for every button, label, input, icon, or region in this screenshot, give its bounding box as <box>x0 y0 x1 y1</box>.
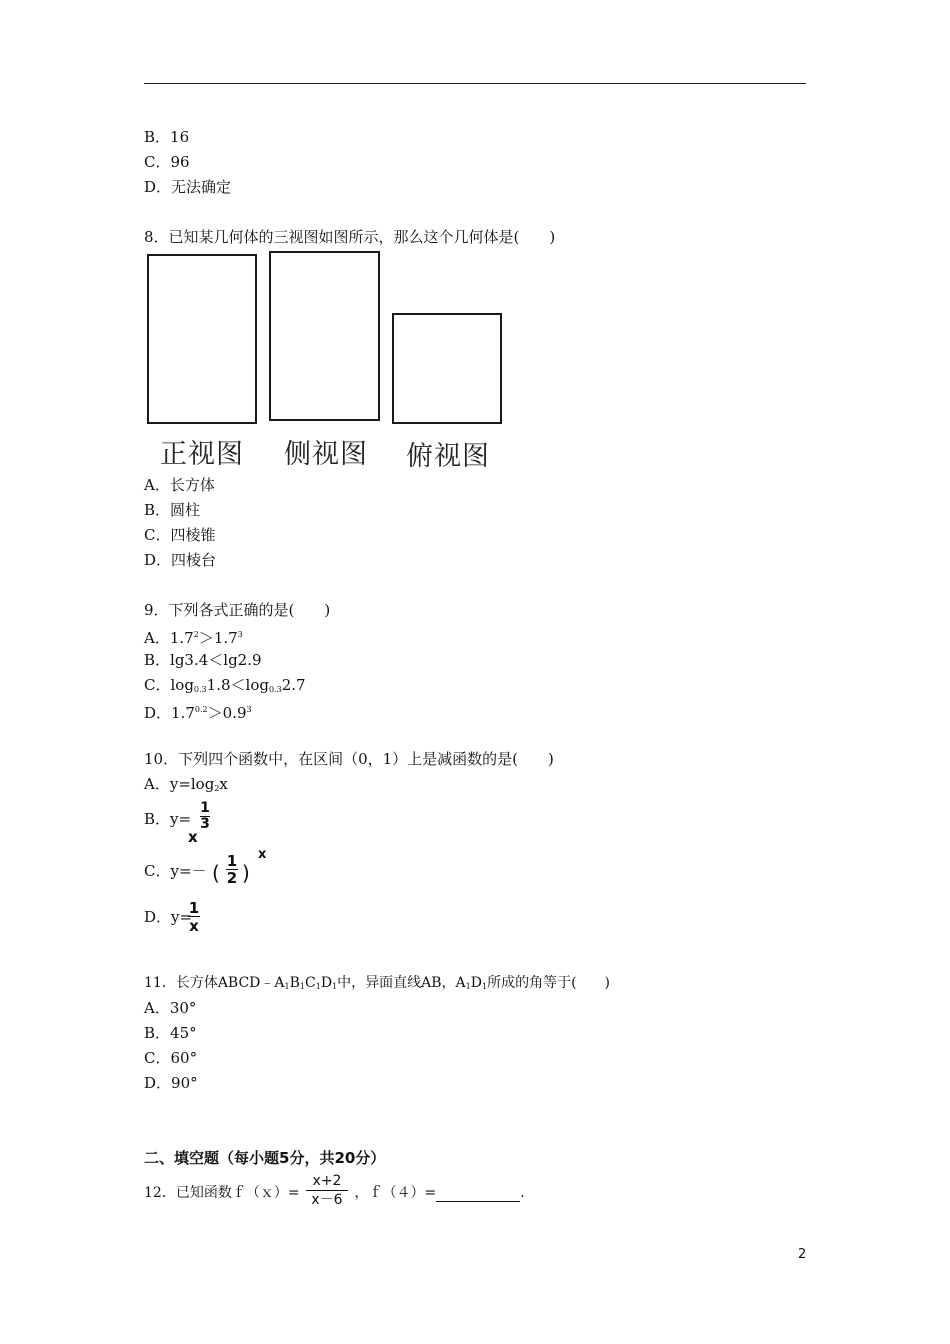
q10-option-b: B．y= <box>144 810 192 828</box>
q8-stem: 8．已知某几何体的三视图如图所示，那么这个几何体是( ) <box>144 228 556 246</box>
page-number: 2 <box>798 1247 807 1262</box>
q9-option-b: B．lg3.4＜lg2.9 <box>144 651 262 669</box>
q7-option-c: C．96 <box>144 153 190 171</box>
q11-option-b: B．45° <box>144 1024 197 1042</box>
side-view-label: 侧视图 <box>284 439 368 470</box>
q9-option-a: A．$1.7^2>1.7^3$ <box>144 629 243 647</box>
q11-option-a: A．30° <box>144 999 197 1017</box>
q10-option-d: D．y= <box>144 908 193 926</box>
top-view-rect <box>392 313 502 424</box>
section-2-heading: 二、填空题（每小题5分，共20分） <box>144 1149 386 1167</box>
q9-stem: 9．下列各式正确的是( ) <box>144 601 331 619</box>
q8-option-b: B．圆柱 <box>144 501 201 519</box>
q11-option-c: C．60° <box>144 1049 198 1067</box>
q10-option-a: A．$y=\log_2x$ <box>144 775 228 793</box>
q11-option-d: D．90° <box>144 1074 198 1092</box>
q11-stem: 11．长方体$ABCD﹣A_1B_1C_1D_1$中，异面直线AB，$A_1D_1$所成的角等于( ) <box>144 975 611 991</box>
q12-fraction: x+2 x－6 <box>306 1173 348 1210</box>
q8-option-c: C．四棱锥 <box>144 526 216 544</box>
side-view-rect <box>269 251 380 421</box>
top-view-label: 俯视图 <box>406 441 490 472</box>
q9-option-c: C．$\log_{0.3}1.8<\log_{0.3}2.7$ <box>144 676 306 694</box>
q10-stem: 10．下列四个函数中，在区间（0，1）上是减函数的是( ) <box>144 750 554 768</box>
q7-option-d: D．无法确定 <box>144 178 232 196</box>
q8-option-a: A．长方体 <box>144 476 215 494</box>
q7-option-b: B．16 <box>144 128 190 146</box>
q10-d-fraction: 1 x <box>188 899 200 935</box>
front-view-rect <box>147 254 257 424</box>
q12-stem: 12．已知函数ｆ（ｘ）= ，ｆ（４）= . <box>144 1185 525 1201</box>
front-view-label: 正视图 <box>160 439 244 470</box>
header-rule <box>144 83 806 84</box>
q9-option-d: D．$1.7^{0.2}>0.9^3$ <box>144 704 252 722</box>
q10-option-c: C．y=－ <box>144 862 207 880</box>
q8-option-d: D．四棱台 <box>144 551 217 569</box>
q12-answer-blank[interactable] <box>436 1187 520 1202</box>
